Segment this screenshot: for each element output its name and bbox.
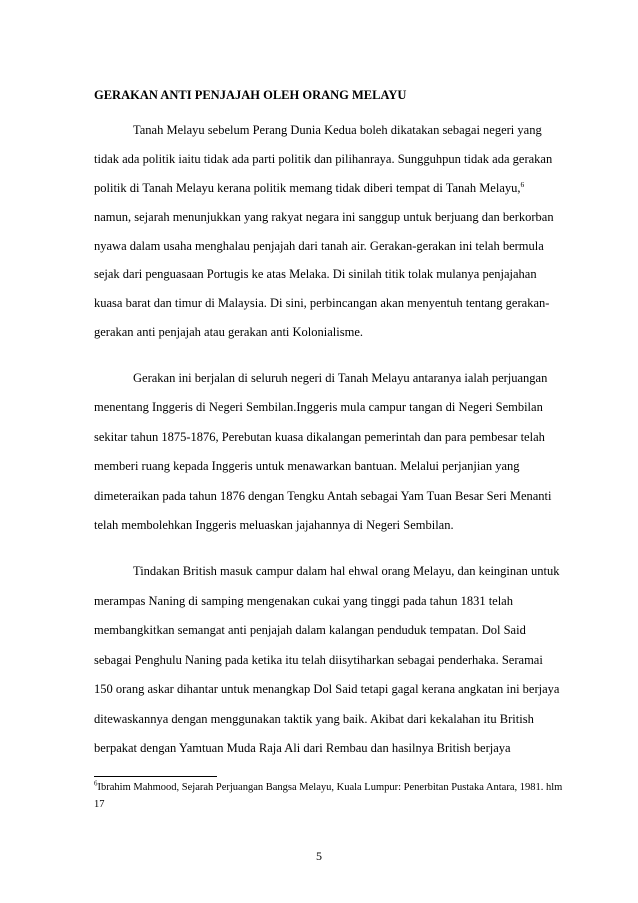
paragraph-line: sebagai Penghulu Naning pada ketika itu telah diisytiharkan sebagai penderhaka. Seramai — [94, 653, 543, 667]
footnote-text: Ibrahim Mahmood, Sejarah Perjuangan Bangsa Melayu, Kuala Lumpur: Penerbitan Pustaka Antara, 1981. hlm — [97, 782, 563, 793]
paragraph-line: sejak dari penguasaan Portugis ke atas Melaka. Di sinilah titik tolak mulanya penjajahan — [94, 267, 537, 281]
paragraph-line-with-footnote — [94, 181, 524, 196]
paragraph-line: Tindakan British masuk campur dalam hal ehwal orang Melayu, dan keinginan untuk — [133, 564, 560, 578]
paragraph-line: membangkitkan semangat anti penjajah dalam kalangan penduduk tempatan. Dol Said — [94, 623, 526, 637]
footnote — [94, 779, 563, 793]
paragraph-line: berpakat dengan Yamtuan Muda Raja Ali dari Rembau dan hasilnya British berjaya — [94, 741, 511, 755]
section-heading: GERAKAN ANTI PENJAJAH OLEH ORANG MELAYU — [94, 88, 407, 102]
paragraph-line: sekitar tahun 1875-1876, Perebutan kuasa dikalangan pemerintah dan para pembesar telah — [94, 430, 545, 444]
paragraph-line-text: politik di Tanah Melayu kerana politik memang tidak diberi tempat di Tanah Melayu, — [94, 181, 521, 195]
paragraph-line: kuasa barat dan timur di Malaysia. Di sini, perbincangan akan menyentuh tentang gerakan- — [94, 296, 550, 310]
paragraph-line: nyawa dalam usaha menghalau penjajah dari tanah air. Gerakan-gerakan ini telah bermula — [94, 239, 544, 253]
paragraph-line: Gerakan ini berjalan di seluruh negeri di Tanah Melayu antaranya ialah perjuangan — [133, 371, 548, 385]
paragraph-line: ditewaskannya dengan menggunakan taktik yang baik. Akibat dari kekalahan itu British — [94, 712, 534, 726]
footnote-continuation: 17 — [94, 799, 105, 810]
paragraph-line: tidak ada politik iaitu tidak ada parti politik dan pilihanraya. Sungguhpun tidak ada gerakan — [94, 152, 553, 166]
paragraph-line: memberi ruang kepada Inggeris untuk menawarkan bantuan. Melalui perjanjian yang — [94, 459, 520, 473]
page-number: 5 — [316, 849, 322, 863]
paragraph-line: telah membolehkan Inggeris meluaskan jajahannya di Negeri Sembilan. — [94, 518, 454, 532]
paragraph-line: merampas Naning di samping mengenakan cukai yang tinggi pada tahun 1831 telah — [94, 594, 513, 608]
footnote-separator — [94, 776, 217, 777]
paragraph-line: namun, sejarah menunjukkan yang rakyat negara ini sanggup untuk berjuang dan berkorban — [94, 210, 554, 224]
paragraph-line: gerakan anti penjajah atau gerakan anti Kolonialisme. — [94, 325, 363, 339]
footnote-number: 6 — [94, 779, 98, 788]
footnote-reference: 6 — [520, 179, 525, 189]
paragraph-line: 150 orang askar dihantar untuk menangkap Dol Said tetapi gagal kerana angkatan ini berjaya — [94, 682, 560, 696]
paragraph-line: dimeteraikan pada tahun 1876 dengan Tengku Antah sebagai Yam Tuan Besar Seri Menanti — [94, 489, 552, 503]
paragraph-line: menentang Inggeris di Negeri Sembilan.Inggeris mula campur tangan di Negeri Sembilan — [94, 400, 543, 414]
paragraph-line: Tanah Melayu sebelum Perang Dunia Kedua boleh dikatakan sebagai negeri yang — [133, 123, 542, 137]
